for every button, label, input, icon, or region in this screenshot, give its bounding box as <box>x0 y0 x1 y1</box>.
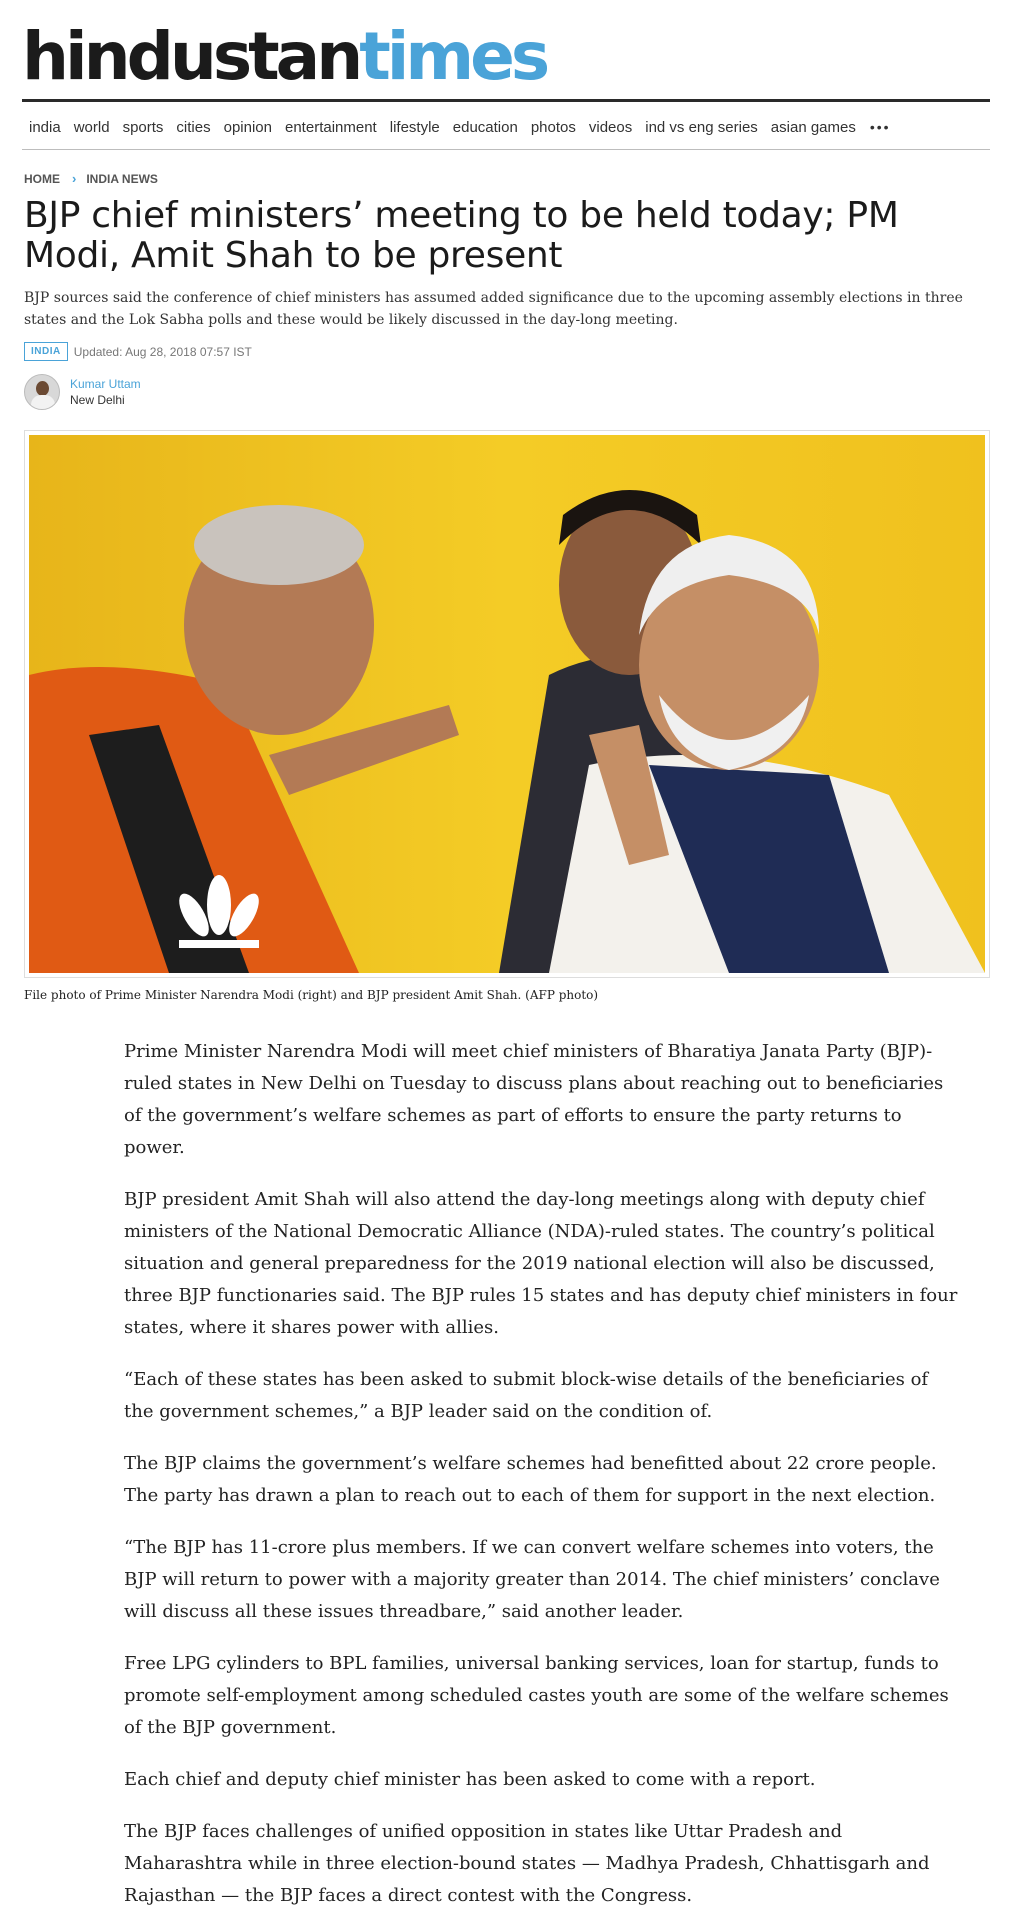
nav-item-opinion[interactable]: opinion <box>223 118 272 136</box>
article-standfirst: BJP sources said the conference of chief ministers has assumed added significance due to the upcoming assembly elections in three states and the Lok Sabha polls and these would be likely discussed in the day-long meeting. <box>24 290 963 328</box>
article-paragraph: The BJP faces challenges of unified opposition in states like Uttar Pradesh and Maharashtra while in three election-bound states — Madhya Pradesh, Chhattisgarh and Rajasthan — the BJP faces a direct contest with the Congress. <box>124 1821 930 1906</box>
logo-wordmark[interactable] <box>22 18 990 95</box>
article-paragraph: Prime Minister Narendra Modi will meet chief ministers of Bharatiya Janata Party (BJP)-ruled states in New Delhi on Tuesday to discuss plans about reaching out to beneficiaries of the government’s welfare schemes as part of efforts to ensure the party returns to power. <box>124 1041 944 1158</box>
nav-item-lifestyle[interactable]: lifestyle <box>389 118 440 136</box>
logo-part-times: times <box>359 18 547 95</box>
article-headline: BJP chief ministers’ meeting to be held today; PM Modi, Amit Shah to be present <box>24 195 899 276</box>
article-paragraph: Each chief and deputy chief minister has been asked to come with a report. <box>124 1769 816 1790</box>
article-paragraph: Free LPG cylinders to BPL families, universal banking services, loan for startup, funds to promote self-employment among scheduled castes youth are some of the welfare schemes of the BJP government. <box>124 1653 949 1738</box>
nav-divider <box>22 149 990 150</box>
lead-image <box>24 430 990 978</box>
lead-photo-illustration <box>29 435 985 973</box>
breadcrumb-home[interactable]: HOME <box>24 171 60 186</box>
nav-item-world[interactable]: world <box>73 118 110 136</box>
section-tag[interactable]: INDIA <box>24 342 68 361</box>
article-meta <box>24 342 252 361</box>
nav-item-videos[interactable]: videos <box>588 118 633 136</box>
nav-item-sports[interactable]: sports <box>122 118 164 136</box>
author-byline <box>24 374 141 410</box>
article-paragraph: “Each of these states has been asked to submit block-wise details of the beneficiaries of the government schemes,” a BJP leader said on the condition of. <box>124 1369 929 1422</box>
nav-item-asian-games[interactable]: asian games <box>770 118 856 136</box>
author-name[interactable]: Kumar Uttam <box>70 377 141 391</box>
logo-part-hindustan: hindustan <box>22 18 360 95</box>
author-text <box>70 376 141 408</box>
nav-item-cities[interactable]: cities <box>176 118 211 136</box>
author-location: New Delhi <box>70 393 125 407</box>
article-paragraph: The BJP claims the government’s welfare schemes had benefitted about 22 crore people. The party has drawn a plan to reach out to each of them for support in the next election. <box>124 1453 937 1506</box>
breadcrumb <box>24 171 158 186</box>
breadcrumb-section[interactable]: INDIA NEWS <box>86 171 158 186</box>
nav-item-entertainment[interactable]: entertainment <box>285 118 377 136</box>
main-nav <box>22 106 990 148</box>
image-caption: File photo of Prime Minister Narendra Modi (right) and BJP president Amit Shah. (AFP photo) <box>24 988 599 1002</box>
photo-person-left-hair <box>194 505 364 585</box>
nav-item-ind-vs-eng-series[interactable]: ind vs eng series <box>645 118 758 136</box>
nav-item-education[interactable]: education <box>452 118 518 136</box>
updated-timestamp: Updated: Aug 28, 2018 07:57 IST <box>73 344 252 359</box>
author-avatar[interactable] <box>24 374 60 410</box>
nav-item-india[interactable]: india <box>29 118 61 136</box>
avatar-head-shape <box>36 381 49 396</box>
article-body <box>124 1036 959 1906</box>
breadcrumb-chevron-icon: › <box>72 171 77 186</box>
article-paragraph: “The BJP has 11-crore plus members. If we can convert welfare schemes into voters, the BJP will return to power with a majority greater than 2014. The chief ministers’ conclave will discuss all these issues threadbare,” said another leader. <box>124 1537 940 1622</box>
article-paragraph: BJP president Amit Shah will also attend the day-long meetings along with deputy chief ministers of the National Democratic Alliance (NDA)-ruled states. The country’s political situation and general preparedness for the 2019 national election will also be discussed, three BJP functionaries said. The BJP rules 15 states and has deputy chief ministers in four states, where it shares power with allies. <box>124 1189 958 1338</box>
header-divider <box>22 99 990 102</box>
logo[interactable] <box>22 18 990 95</box>
nav-item-photos[interactable]: photos <box>530 118 576 136</box>
more-menu-icon[interactable]: ••• <box>869 119 891 135</box>
avatar-body-shape <box>31 395 55 410</box>
